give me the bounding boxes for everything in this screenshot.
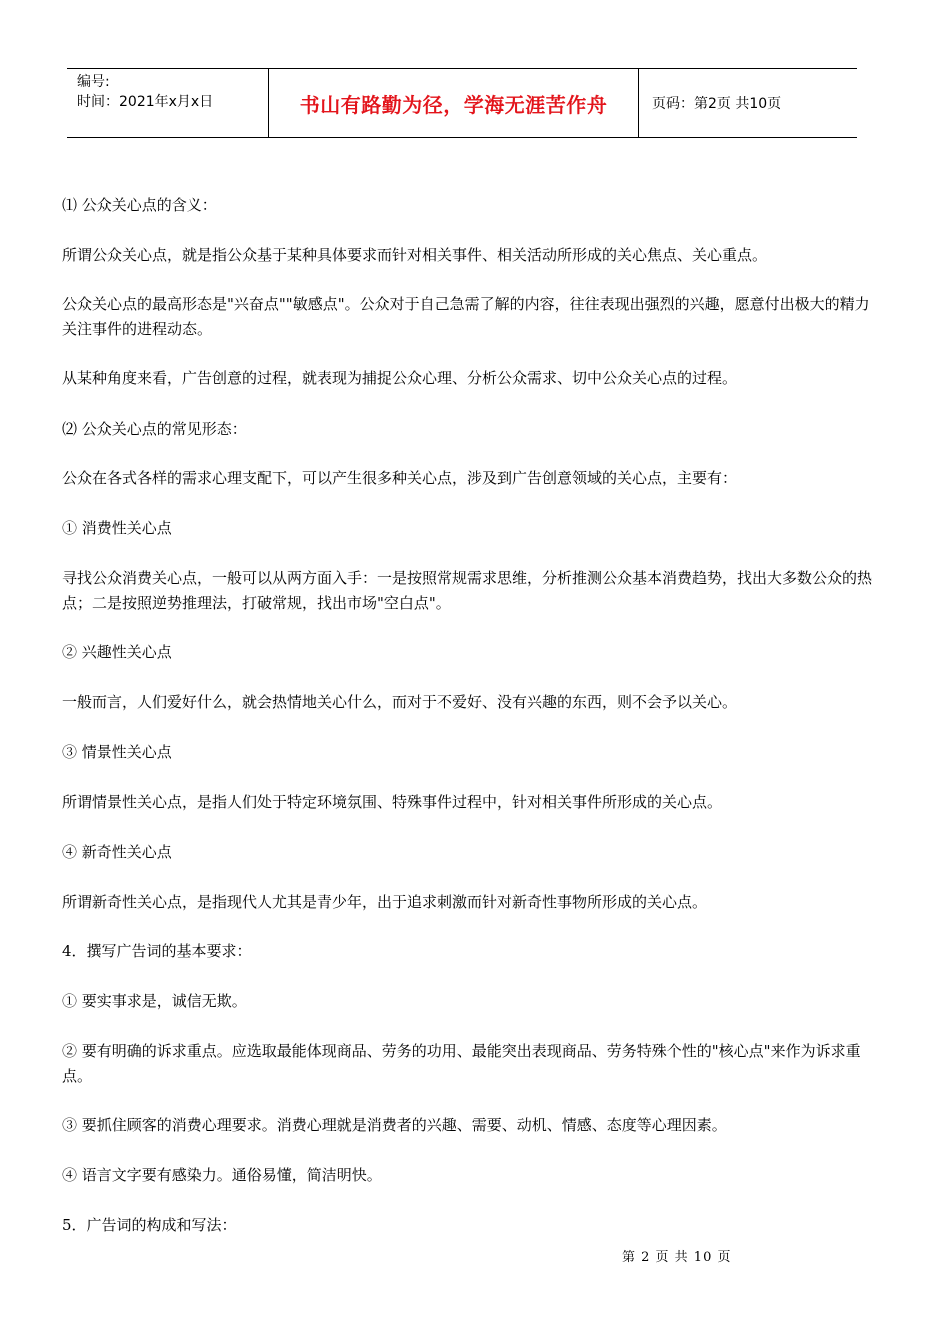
- paragraph: 寻找公众消费关心点，一般可以从两方面入手：一是按照常规需求思维，分析推测公众基本消费趋势，找出大多数公众的热点；二是按照逆势推理法，打破常规，找出市场"空白点"。: [62, 569, 873, 612]
- section-heading: 4．撰写广告词的基本要求：: [62, 942, 252, 960]
- list-item: ② 要有明确的诉求重点。应选取最能体现商品、劳务的功用、最能突出表现商品、劳务特殊个性的"核心点"来作为诉求重点。: [62, 1042, 861, 1085]
- list-item: ③ 要抓住顾客的消费心理要求。消费心理就是消费者的兴趣、需要、动机、情感、态度等心理因素。: [62, 1116, 727, 1134]
- paragraph: 公众在各式各样的需求心理支配下，可以产生很多种关心点，涉及到广告创意领域的关心点，主要有：: [62, 469, 738, 487]
- header-motto: 书山有路勤为径，学海无涯苦作舟: [269, 69, 639, 137]
- paragraph: 公众关心点的最高形态是"兴奋点""敏感点"。公众对于自己急需了解的内容，往往表现出强烈的兴趣，愿意付出极大的精力关注事件的进程动态。: [62, 295, 870, 338]
- list-heading: ③ 情景性关心点: [62, 743, 172, 761]
- section-heading: 5．广告词的构成和写法：: [62, 1216, 237, 1234]
- paragraph: 所谓情景性关心点，是指人们处于特定环境氛围、特殊事件过程中，针对相关事件所形成的关心点。: [62, 793, 723, 811]
- paragraph: 所谓公众关心点，就是指公众基于某种具体要求而针对相关事件、相关活动所形成的关心焦点、关心重点。: [62, 246, 768, 264]
- paragraph: 一般而言，人们爱好什么，就会热情地关心什么，而对于不爱好、没有兴趣的东西，则不会予以关心。: [62, 693, 738, 711]
- time-label: 时间：2021年x月x日: [77, 94, 214, 110]
- code-label: 编号:: [77, 74, 110, 90]
- section-heading: ⑴ 公众关心点的含义：: [62, 196, 217, 214]
- section-heading: ⑵ 公众关心点的常见形态：: [62, 420, 247, 438]
- paragraph: 从某种角度来看，广告创意的过程，就表现为捕捉公众心理、分析公众需求、切中公众关心点的过程。: [62, 369, 738, 387]
- header-table: [67, 68, 857, 138]
- paragraph: 所谓新奇性关心点，是指现代人尤其是青少年，出于追求刺激而针对新奇性事物所形成的关心点。: [62, 893, 708, 911]
- list-heading: ① 消费性关心点: [62, 519, 172, 537]
- list-item: ④ 语言文字要有感染力。通俗易懂，简洁明快。: [62, 1166, 382, 1184]
- list-heading: ④ 新奇性关心点: [62, 843, 172, 861]
- list-heading: ② 兴趣性关心点: [62, 643, 172, 661]
- header-page-info: 页码：第2页 共10页: [652, 96, 782, 112]
- list-item: ① 要实事求是，诚信无欺。: [62, 992, 247, 1010]
- page-footer: 第 2 页 共 10 页: [622, 1250, 732, 1265]
- header-meta-cell: [67, 69, 269, 137]
